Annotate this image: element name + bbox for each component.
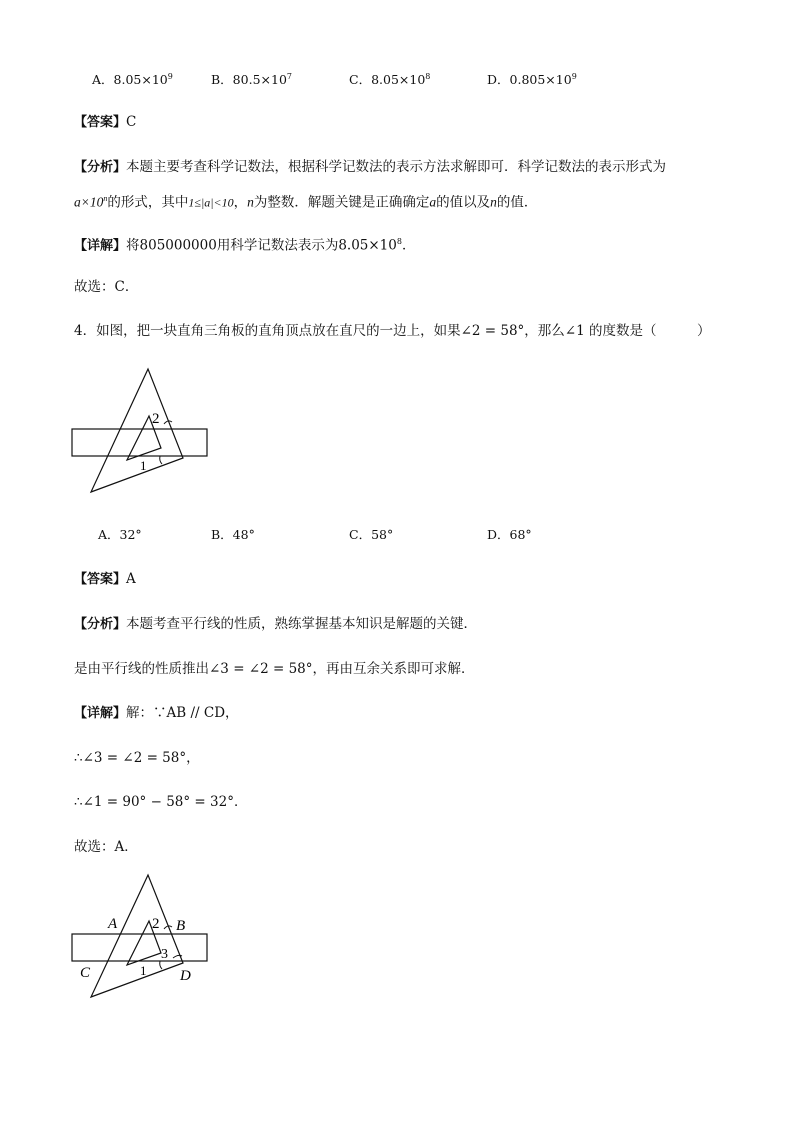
point-a-label: A [108,916,118,932]
point-d-label: D [180,968,191,984]
angle-1-arc [160,456,162,464]
triangle-outer [91,369,183,492]
q4-figure-2 [70,872,220,1002]
angle-1-label: 1 [140,963,147,978]
q4-detail-line1: 【详解】解：∵AB // CD， [74,705,239,721]
triangle-outer [91,875,186,997]
q4-option-b: B．48° [211,527,255,542]
q4-answer: 【答案】A [74,571,136,587]
q3-option-a: A．$8.05\times 10^9$ [92,72,173,88]
angle-2-label: 2 [152,916,160,932]
q3-option-b: B．$80.5\times 10^7$ [211,72,292,88]
q4-analysis-line2: 是由平行线的性质推出∠3 = ∠2 = 58°，再由互余关系即可求解． [74,661,475,677]
angle-1-label: 1 [140,458,147,473]
q3-answer: 【答案】C [74,114,137,130]
angle-3-label: 3 [161,947,168,962]
angle-2-arc [164,926,172,929]
q3-analysis-line2: $a\times 10^n$的形式，其中1≤|a|<10，n为整数．解题关键是正确确定a的值以及n的值． [74,194,538,211]
q4-figure-1 [70,365,215,497]
q4-option-c: C．58° [349,527,394,542]
q4-option-d: D．68° [487,527,532,542]
q4-stem: 4．如图，把一块直角三角板的直角顶点放在直尺的一边上，如果∠2 = 58°，那么∠1 的度数是（ ） [74,323,711,339]
q3-option-d: D．$0.805\times 10^9$ [487,72,577,88]
ruler-rect [72,429,207,456]
q3-option-c: C．$8.05\times 10^8$ [349,72,431,88]
ruler-rect [72,934,207,961]
q4-analysis-line1: 【分析】本题考查平行线的性质，熟练掌握基本知识是解题的关键． [74,616,478,632]
q4-detail-line3: ∴∠1 = 90° − 58° = 32°． [74,794,248,810]
angle-2-label: 2 [152,411,160,427]
q4-detail-line2: ∴∠3 = ∠2 = 58°， [74,750,200,766]
q3-detail: 【详解】将805000000用科学记数法表示为$8.05\times 10^8$． [74,237,416,254]
angle-1-arc [160,961,162,969]
point-c-label: C [80,965,91,981]
q4-option-a: A．32° [98,527,142,542]
angle-2-arc [164,421,172,424]
q4-choice: 故选：A． [74,839,138,855]
q3-analysis-line1: 【分析】本题主要考查科学记数法，根据科学记数法的表示方法求解即可．科学记数法的表示形式为 [74,159,667,175]
q3-choice: 故选：C． [74,279,139,295]
point-b-label: B [176,918,186,934]
